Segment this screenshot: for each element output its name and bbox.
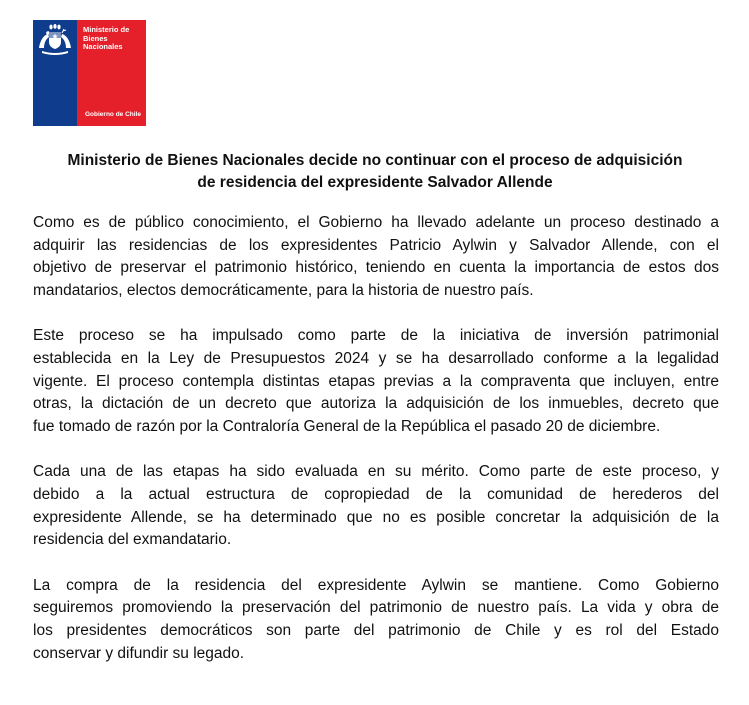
logo-ministry-line: Bienes: [83, 33, 108, 43]
paragraph-line: establecida en la Ley de Presupuestos 2024 y se ha desarrollado conforme a la legalidad: [33, 350, 719, 368]
paragraph-line: Este proceso se ha impulsado como parte de la iniciativa de inversión patrimonial: [33, 327, 719, 345]
ministry-logo: [33, 20, 146, 126]
logo-ministry-line: Nacionales: [83, 42, 123, 51]
body-paragraph-1: [33, 212, 719, 303]
paragraph-line: conservar y difundir su legado.: [33, 644, 245, 662]
press-release-headline: [30, 150, 720, 194]
logo-ministry-line: Ministerio de: [83, 25, 130, 34]
paragraph-line: Cada una de las etapas ha sido evaluada en su mérito. Como parte de este proceso, y: [33, 463, 719, 481]
chile-coat-of-arms-icon: [36, 24, 74, 56]
paragraph-line: debido a la actual estructura de copropiedad de la comunidad de herederos del: [33, 486, 719, 504]
paragraph-line: mandatarios, electos democráticamente, para la historia de nuestro país.: [33, 282, 534, 300]
headline-line: de residencia del expresidente Salvador Allende: [197, 174, 553, 191]
body-paragraph-3: [33, 461, 719, 552]
paragraph-line: expresidente Allende, se ha determinado que no es posible concretar la adquisición de la: [33, 508, 719, 526]
paragraph-line: objetivo de preservar el patrimonio histórico, teniendo en cuenta la importancia de estos dos: [33, 259, 719, 277]
body-paragraph-4: [33, 575, 719, 666]
paragraph-line: residencia del exmandatario.: [33, 531, 232, 549]
paragraph-line: los presidentes democráticos son parte del patrimonio de Chile y es rol del Estado: [33, 622, 719, 640]
paragraph-line: fue tomado de razón por la Contraloría General de la República el pasado 20 de diciembre.: [33, 418, 661, 436]
body-paragraph-2: [33, 325, 719, 439]
paragraph-line: adquirir las residencias de los expresidentes Patricio Aylwin y Salvador Allende, con el: [33, 236, 719, 254]
logo-gobierno-de-chile: Gobierno de Chile: [85, 111, 141, 118]
paragraph-line: vigente. El proceso contempla distintas etapas previas a la compraventa que incluyen, entre: [33, 372, 719, 390]
logo-ministry-name: [83, 26, 145, 52]
paragraph-line: seguiremos promoviendo la preservación del patrimonio de nuestro país. La vida y obra de: [33, 599, 719, 617]
paragraph-line: La compra de la residencia del expresidente Aylwin se mantiene. Como Gobierno: [33, 576, 719, 594]
paragraph-line: Como es de público conocimiento, el Gobierno ha llevado adelante un proceso destinado a: [33, 214, 719, 231]
paragraph-line: otras, la dictación de un decreto que autoriza la adquisición de los inmuebles, decreto que: [33, 395, 719, 413]
press-release-body: [33, 212, 719, 688]
headline-line: Ministerio de Bienes Nacionales decide no continuar con el proceso de adquisición: [67, 152, 683, 169]
